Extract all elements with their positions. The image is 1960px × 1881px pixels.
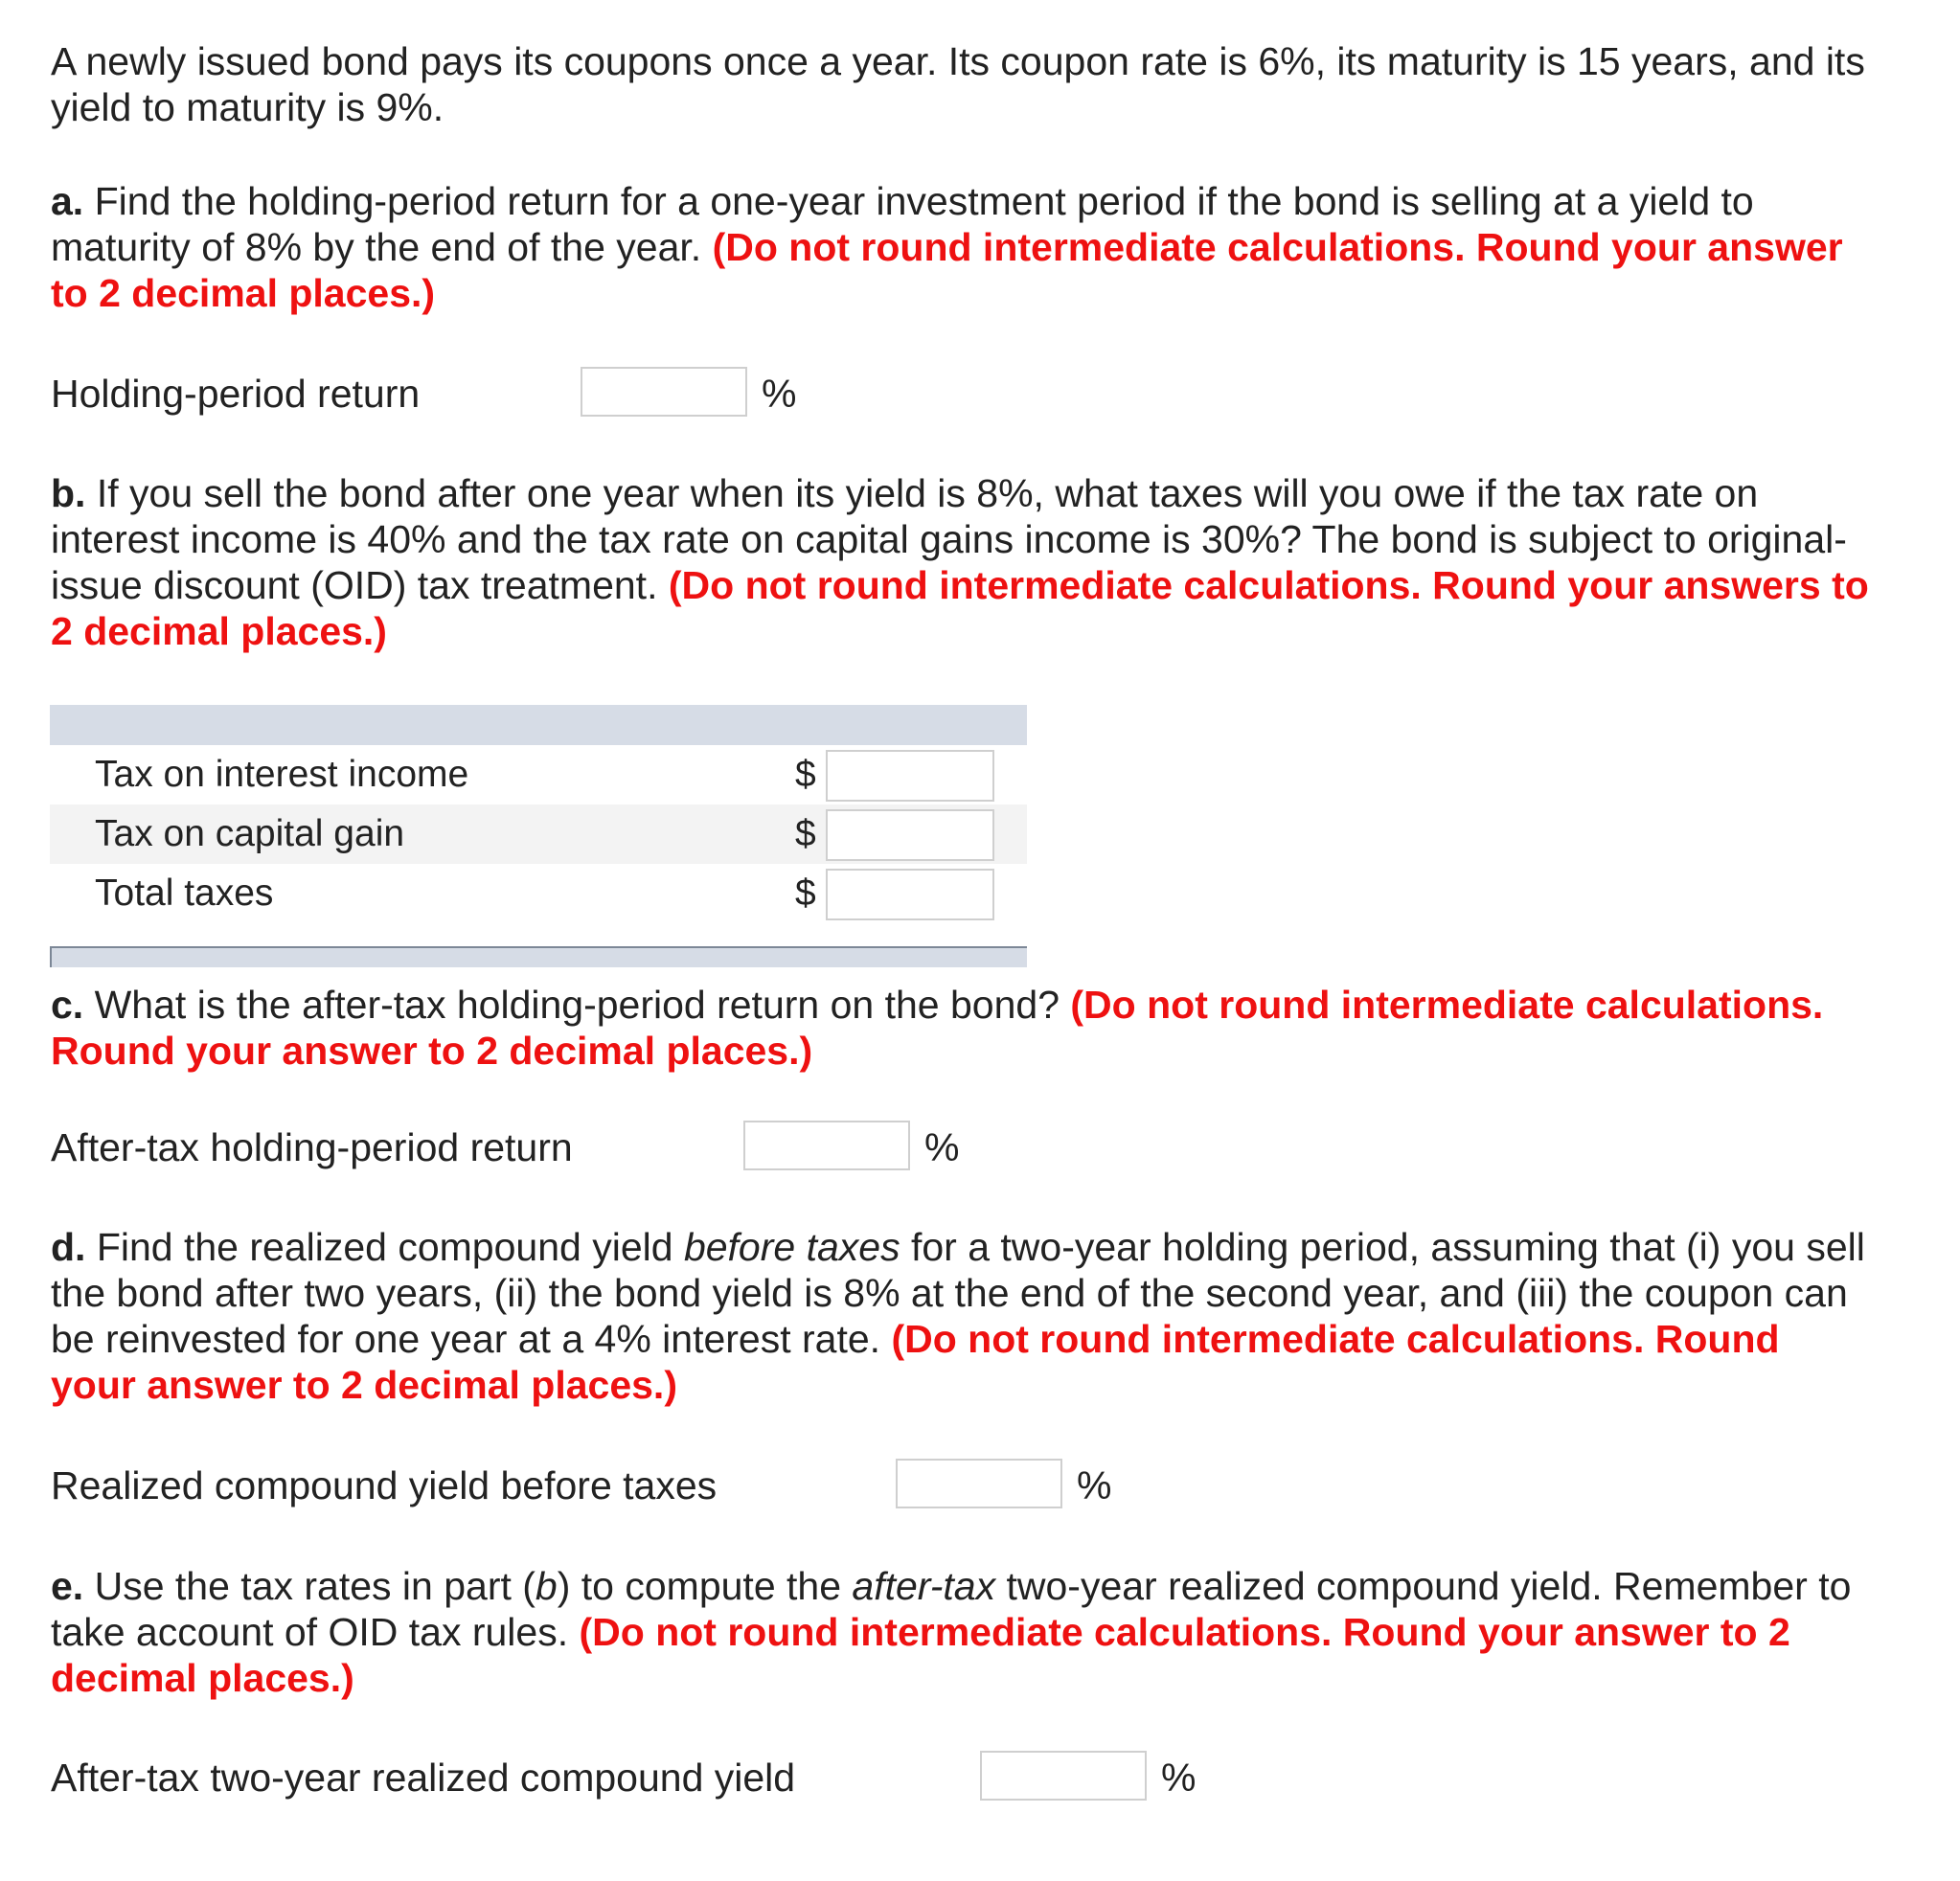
part-a-question — [51, 178, 1871, 316]
part-e-question — [51, 1563, 1871, 1701]
part-d-question — [51, 1224, 1871, 1408]
part-c-instruction: (Do not round intermediate calculations. Round your answer to 2 decimal places.) — [51, 983, 1824, 1073]
after-tax-hpr-label: After-tax holding-period return — [51, 1125, 573, 1169]
tax-interest-label: Tax on interest income — [95, 754, 469, 795]
total-taxes-input[interactable] — [826, 869, 994, 920]
after-tax-hpr-input[interactable] — [743, 1121, 910, 1170]
dollar-sign: $ — [795, 754, 816, 795]
holding-period-return-input[interactable] — [581, 367, 747, 417]
tax-capital-gain-input[interactable] — [826, 809, 994, 861]
part-e-instruction: (Do not round intermediate calculations. Round your answer to 2 decimal places.) — [51, 1610, 1790, 1700]
percent-unit: % — [1161, 1756, 1197, 1800]
part-e-question-emphasis-b: b — [535, 1564, 558, 1608]
tax-capital-gain-label: Tax on capital gain — [95, 813, 405, 854]
part-e-question-mid: ) to compute the — [557, 1564, 842, 1608]
question-intro — [51, 38, 1871, 130]
part-a-letter: a. — [51, 179, 84, 223]
part-d-question-post: for a two-year holding period, assuming that (i) you sell the bond after two years, (ii) the bond yield is 8% at the end of the second year, and (iii) the coupon can be reinvested for one year at a 4% interest rate. — [51, 1225, 1865, 1361]
dollar-sign: $ — [795, 873, 816, 914]
part-c-letter: c. — [51, 983, 84, 1027]
tax-table — [50, 705, 1027, 967]
part-d-question-pre: Find the realized compound yield — [96, 1225, 673, 1269]
percent-unit: % — [1077, 1463, 1112, 1507]
part-c-question — [51, 982, 1871, 1074]
tax-table-footer — [50, 946, 1027, 967]
part-d-question-emphasis: before taxes — [683, 1225, 900, 1269]
tax-row-total — [50, 864, 1027, 923]
total-taxes-label: Total taxes — [95, 873, 274, 914]
after-tax-two-year-yield-label: After-tax two-year realized compound yield — [51, 1756, 796, 1800]
part-b-letter: b. — [51, 471, 86, 515]
part-a-instruction: (Do not round intermediate calculations. Round your answer to 2 decimal places.) — [51, 225, 1843, 315]
tax-table-header — [50, 705, 1027, 745]
part-b-instruction: (Do not round intermediate calculations. Round your answers to 2 decimal places.) — [51, 563, 1869, 653]
tax-row-capital-gain — [50, 805, 1027, 864]
part-e-letter: e. — [51, 1564, 84, 1608]
part-e-question-emphasis-after-tax: after-tax — [852, 1564, 996, 1608]
after-tax-two-year-yield-input[interactable] — [980, 1751, 1147, 1801]
part-c-question-text: What is the after-tax holding-period return on the bond? — [94, 983, 1060, 1027]
part-b-question — [51, 470, 1871, 654]
part-e-question-pre: Use the tax rates in part ( — [94, 1564, 536, 1608]
intro-text: A newly issued bond pays its coupons once a year. Its coupon rate is 6%, its maturity is 15 years, and its yield to maturity is 9%. — [51, 39, 1865, 129]
percent-unit: % — [762, 372, 797, 416]
part-d-letter: d. — [51, 1225, 86, 1269]
tax-interest-input[interactable] — [826, 750, 994, 802]
realized-yield-before-taxes-label: Realized compound yield before taxes — [51, 1463, 718, 1507]
tax-row-interest — [50, 745, 1027, 805]
part-a-question-text: Find the holding-period return for a one-year investment period if the bond is selling at a yield to maturity of 8% by the end of the year. — [51, 179, 1754, 269]
part-b-question-text: If you sell the bond after one year when its yield is 8%, what taxes will you owe if the tax rate on interest income is 40% and the tax rate on capital gains income is 30%? The bond is subject to original-issue discount (OID) tax treatment. — [51, 471, 1847, 607]
holding-period-return-label: Holding-period return — [51, 372, 421, 416]
realized-yield-before-taxes-input[interactable] — [896, 1459, 1062, 1508]
percent-unit: % — [924, 1125, 960, 1169]
part-e-question-post: two-year realized compound yield. Remember to take account of OID tax rules. — [51, 1564, 1852, 1654]
part-d-instruction: (Do not round intermediate calculations. Round your answer to 2 decimal places.) — [51, 1317, 1780, 1407]
dollar-sign: $ — [795, 813, 816, 854]
